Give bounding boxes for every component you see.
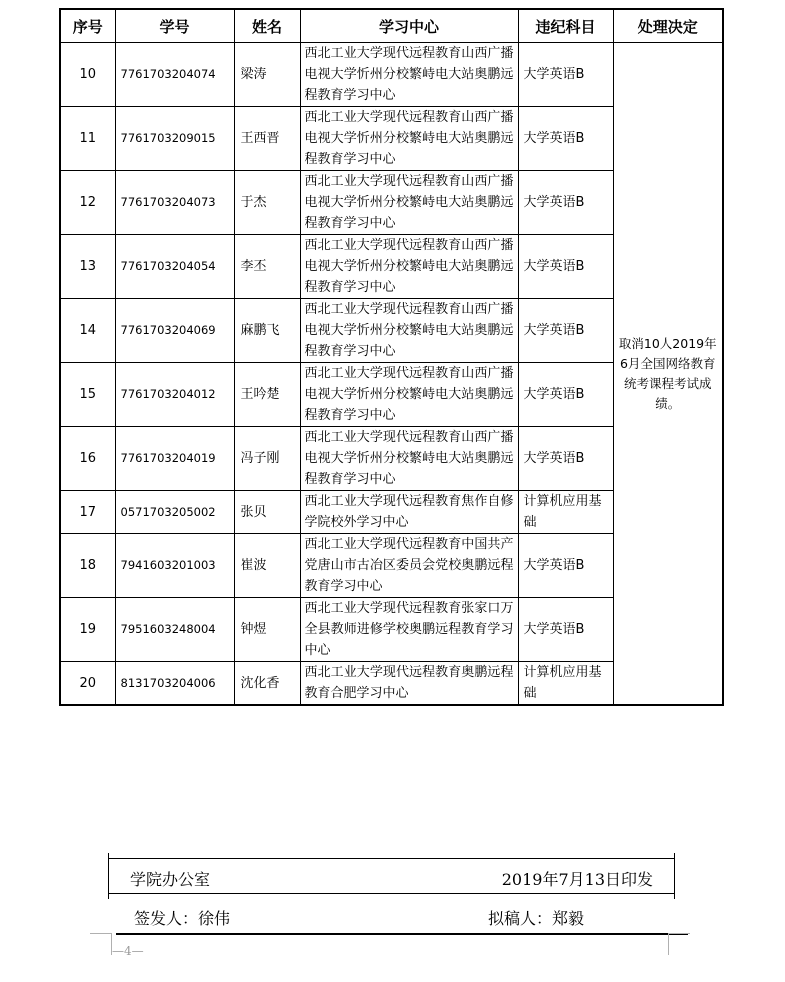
sign-row [108,892,688,934]
row-number: 18 [60,534,115,598]
corner-mark-right-h [668,933,690,934]
student-name: 钟煜 [234,598,300,662]
issuer: 学院办公室 [130,870,211,889]
violation-subject: 大学英语B [518,43,613,107]
learning-center: 西北工业大学现代远程教育山西广播电视大学忻州分校繁峙电大站奥鹏远程教育学习中心 [300,427,518,491]
student-id: 7761703209015 [115,107,234,171]
student-id: 7951603248004 [115,598,234,662]
table-header-row [60,9,723,43]
violation-subject: 大学英语B [518,598,613,662]
violation-subject: 大学英语B [518,427,613,491]
row-number: 15 [60,363,115,427]
row-number: 19 [60,598,115,662]
col-header-student-id: 学号 [115,9,234,43]
page-number: —4— [112,944,144,958]
violation-subject: 大学英语B [518,171,613,235]
learning-center: 西北工业大学现代远程教育山西广播电视大学忻州分校繁峙电大站奥鹏远程教育学习中心 [300,171,518,235]
student-name: 麻鹏飞 [234,299,300,363]
student-name: 王吟楚 [234,363,300,427]
table-row [60,43,723,107]
student-id: 0571703205002 [115,491,234,534]
student-name: 于杰 [234,171,300,235]
learning-center: 西北工业大学现代远程教育焦作自修学院校外学习中心 [300,491,518,534]
col-header-center: 学习中心 [300,9,518,43]
learning-center: 西北工业大学现代远程教育中国共产党唐山市古冶区委员会党校奥鹏远程教育学习中心 [300,534,518,598]
learning-center: 西北工业大学现代远程教育奥鹏远程教育合肥学习中心 [300,662,518,706]
violation-subject: 大学英语B [518,235,613,299]
row-number: 12 [60,171,115,235]
learning-center: 西北工业大学现代远程教育张家口万全县教师进修学校奥鹏远程教育学习中心 [300,598,518,662]
corner-mark-right-v [668,933,669,955]
issue-box [108,858,675,894]
learning-center: 西北工业大学现代远程教育山西广播电视大学忻州分校繁峙电大站奥鹏远程教育学习中心 [300,299,518,363]
drafter: 拟稿人：郑毅 [488,909,585,928]
student-name: 李丕 [234,235,300,299]
student-name: 冯子刚 [234,427,300,491]
row-number: 20 [60,662,115,706]
violation-subject: 大学英语B [518,534,613,598]
student-id: 7761703204012 [115,363,234,427]
student-id: 7761703204054 [115,235,234,299]
signer: 签发人：徐伟 [134,909,231,928]
sign-rule [116,933,688,935]
learning-center: 西北工业大学现代远程教育山西广播电视大学忻州分校繁峙电大站奥鹏远程教育学习中心 [300,235,518,299]
row-number: 16 [60,427,115,491]
violation-subject: 大学英语B [518,107,613,171]
decision-cell: 取消10人2019年6月全国网络教育统考课程考试成绩。 [613,43,723,706]
student-name: 沈化香 [234,662,300,706]
student-name: 张贝 [234,491,300,534]
row-number: 17 [60,491,115,534]
student-id: 7761703204019 [115,427,234,491]
row-number: 13 [60,235,115,299]
student-name: 梁涛 [234,43,300,107]
student-name: 崔波 [234,534,300,598]
col-header-subject: 违纪科目 [518,9,613,43]
student-id: 7941603201003 [115,534,234,598]
learning-center: 西北工业大学现代远程教育山西广播电视大学忻州分校繁峙电大站奥鹏远程教育学习中心 [300,363,518,427]
student-id: 7761703204069 [115,299,234,363]
student-id: 7761703204073 [115,171,234,235]
discipline-table [59,8,724,706]
learning-center: 西北工业大学现代远程教育山西广播电视大学忻州分校繁峙电大站奥鹏远程教育学习中心 [300,43,518,107]
col-header-decision: 处理决定 [613,9,723,43]
violation-subject: 大学英语B [518,363,613,427]
student-id: 8131703204006 [115,662,234,706]
col-header-name: 姓名 [234,9,300,43]
student-name: 王西晋 [234,107,300,171]
row-number: 11 [60,107,115,171]
violation-subject: 大学英语B [518,299,613,363]
violation-subject: 计算机应用基础 [518,662,613,706]
col-header-no: 序号 [60,9,115,43]
student-id: 7761703204074 [115,43,234,107]
issue-date: 2019年7月13日印发 [501,870,653,889]
row-number: 10 [60,43,115,107]
learning-center: 西北工业大学现代远程教育山西广播电视大学忻州分校繁峙电大站奥鹏远程教育学习中心 [300,107,518,171]
row-number: 14 [60,299,115,363]
corner-mark-left-h [90,933,112,934]
violation-subject: 计算机应用基础 [518,491,613,534]
